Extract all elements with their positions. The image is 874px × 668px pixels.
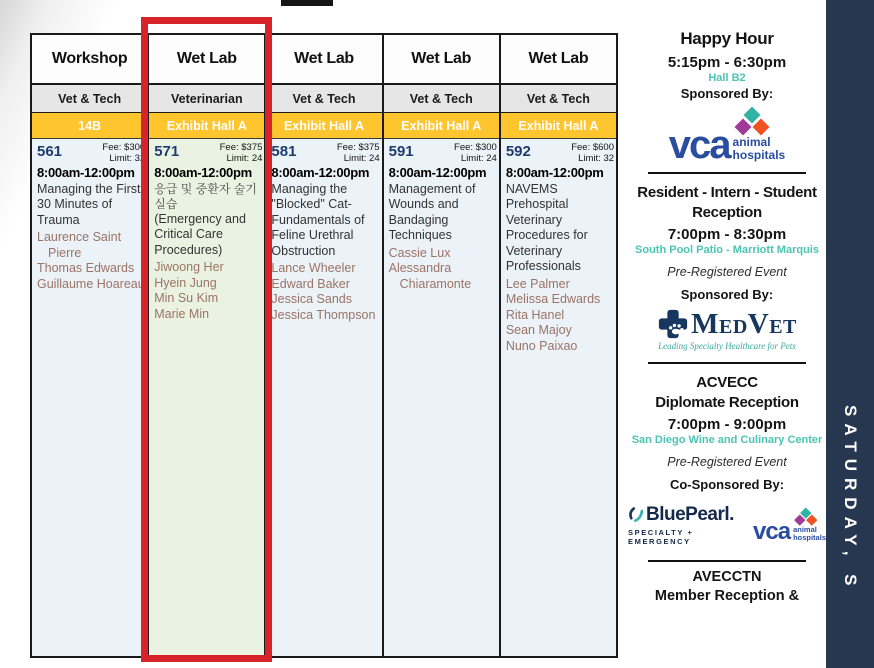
event-time: 7:00pm - 8:30pm xyxy=(667,226,787,244)
vca-sub-line2: hospitals xyxy=(793,532,826,542)
speaker-name: Rita Hanel xyxy=(505,307,565,322)
speaker-name: Laurence Saint Pierre xyxy=(37,230,122,260)
vca-logo-small xyxy=(753,509,826,546)
section-divider xyxy=(648,362,806,364)
speaker-name: Marie Min xyxy=(154,306,210,321)
bluepearl-tagline: SPECIALTY + EMERGENCY xyxy=(628,528,694,547)
vca-diamonds-icon xyxy=(795,509,816,526)
session-fee: Fee: $300 xyxy=(102,142,146,153)
session-number: 571 xyxy=(154,143,180,160)
happy-hour-section xyxy=(628,28,826,168)
session-title: (Emergency and Critical Care Procedures) xyxy=(154,211,246,257)
speaker-name: Jiwoong Her xyxy=(154,260,224,275)
vca-sub-line1: animal xyxy=(732,135,771,150)
medvet-cross-icon xyxy=(657,308,689,340)
column-audience: Veterinarian xyxy=(149,85,264,113)
vca-sub-line2: hospitals xyxy=(732,147,786,162)
session-limit: Limit: 24 xyxy=(226,153,263,165)
session-fee: Fee: $300 xyxy=(454,142,497,153)
session-time: 8:00am-12:00pm xyxy=(505,164,604,180)
column-room: Exhibit Hall A xyxy=(384,113,499,139)
session-time: 8:00am-12:00pm xyxy=(271,164,370,180)
column-room: Exhibit Hall A xyxy=(501,113,616,139)
session-header-row xyxy=(506,142,614,165)
speaker-name: Cassie Lux xyxy=(388,245,451,260)
session-time: 8:00am-12:00pm xyxy=(388,164,487,180)
session-title: Managing the "Blocked" Cat- Fundamentals of Feline Urethral Obstruction xyxy=(271,181,365,258)
speaker-name: Alessandra Chiaramonte xyxy=(388,261,472,291)
event-title-line2: Diplomate Reception xyxy=(655,393,799,411)
speaker-name: Nuno Paixao xyxy=(505,338,578,353)
pre-registered-note: Pre-Registered Event xyxy=(667,455,787,470)
speaker-list xyxy=(271,261,379,323)
session-number: 581 xyxy=(271,143,297,160)
column-type-header: Wet Lab xyxy=(384,35,499,85)
bluepearl-swoosh-icon xyxy=(628,506,646,524)
column-type-header: Wet Lab xyxy=(501,35,616,85)
session-header-row xyxy=(37,142,145,165)
session-limit: Limit: 32 xyxy=(578,153,615,165)
events-sidebar xyxy=(628,28,826,604)
event-title: AVECCTN xyxy=(692,569,762,586)
session-cell xyxy=(266,139,381,656)
speaker-name: Jessica Sands xyxy=(271,292,353,307)
column-room: Exhibit Hall A xyxy=(266,113,381,139)
medvet-tagline: Leading Specialty Healthcare for Pets xyxy=(658,341,796,352)
speaker-name: Melissa Edwards xyxy=(505,292,601,307)
event-title-line1: Resident - Intern - Student xyxy=(637,184,817,202)
event-title-line2: Reception xyxy=(692,203,762,221)
speaker-list xyxy=(389,246,497,293)
day-banner-text: SATURDAY, S xyxy=(841,405,860,593)
session-title: Management of Wounds and Bandaging Techniques xyxy=(388,181,476,243)
session-limit: Limit: 24 xyxy=(343,153,380,165)
session-limit: Limit: 24 xyxy=(460,153,497,165)
vca-mark xyxy=(733,109,786,161)
session-column-wetlab-591 xyxy=(384,35,501,656)
schedule-table xyxy=(30,33,618,658)
avecctn-section xyxy=(628,569,826,604)
acvecc-reception-section xyxy=(628,373,826,546)
speaker-name: Jessica Thompson xyxy=(271,307,376,322)
session-fee: Fee: $375 xyxy=(336,142,380,153)
speaker-name: Edward Baker xyxy=(271,276,350,291)
event-location: South Pool Patio - Marriott Marquis xyxy=(635,244,819,257)
session-cell xyxy=(384,139,499,656)
vca-mark xyxy=(793,509,826,542)
session-cell xyxy=(32,139,147,656)
bluepearl-logo xyxy=(628,504,743,546)
column-audience: Vet & Tech xyxy=(266,85,381,113)
speaker-list xyxy=(506,277,614,355)
speaker-name: Min Su Kim xyxy=(154,291,219,306)
session-fee: Fee: $600 xyxy=(571,142,615,153)
session-fee-limit xyxy=(571,142,614,165)
event-location: San Diego Wine and Culinary Center xyxy=(631,434,823,447)
vca-sub-line1: animal xyxy=(793,524,817,534)
speaker-name: Hyein Jung xyxy=(154,275,217,290)
bluepearl-wordmark: BluePearl. xyxy=(646,504,734,526)
speaker-list xyxy=(37,230,145,292)
event-subtitle-clipped: Member Reception & xyxy=(654,588,800,605)
session-title-korean: 응급 및 중환자 술기 실습 xyxy=(154,181,257,211)
event-title: Happy Hour xyxy=(680,29,774,48)
co-sponsor-label: Co-Sponsored By: xyxy=(669,477,785,493)
session-cell xyxy=(501,139,616,656)
session-header-row xyxy=(271,142,379,165)
section-divider xyxy=(648,172,806,174)
session-number: 561 xyxy=(37,143,63,160)
sponsor-label: Sponsored By: xyxy=(680,86,774,102)
column-audience: Vet & Tech xyxy=(384,85,499,113)
day-banner xyxy=(826,0,874,668)
column-room: Exhibit Hall A xyxy=(149,113,264,139)
session-number: 592 xyxy=(505,143,531,160)
co-sponsor-logos xyxy=(628,504,826,546)
column-room: 14B xyxy=(32,113,147,139)
session-column-wetlab-592 xyxy=(501,35,616,656)
speaker-name: Guillaume Hoareau xyxy=(37,276,145,291)
event-title-line1: ACVECC xyxy=(696,374,758,392)
session-limit: Limit: 32 xyxy=(109,153,146,165)
event-time: 7:00pm - 9:00pm xyxy=(667,416,787,434)
session-fee-limit xyxy=(454,142,497,165)
resident-reception-section xyxy=(628,183,826,351)
session-time: 8:00am-12:00pm xyxy=(154,164,252,180)
pre-registered-note: Pre-Registered Event xyxy=(667,265,787,280)
speaker-name: Lance Wheeler xyxy=(271,261,356,276)
column-type-header: Wet Lab xyxy=(266,35,381,85)
session-fee-limit xyxy=(102,142,145,165)
highlight-rectangle xyxy=(141,17,272,662)
event-location: Hall B2 xyxy=(708,72,746,85)
speaker-name: Sean Majoy xyxy=(505,323,572,338)
medvet-wordmark: MedVet xyxy=(691,307,797,340)
medvet-logo xyxy=(628,308,826,351)
scan-artifact xyxy=(281,0,333,6)
event-time: 5:15pm - 6:30pm xyxy=(667,54,787,72)
session-fee: Fee: $375 xyxy=(219,142,263,153)
speaker-name: Lee Palmer xyxy=(505,276,570,291)
session-column-wetlab-581 xyxy=(266,35,383,656)
session-title: Managing the First 30 Minutes of Trauma xyxy=(37,181,141,227)
column-audience: Vet & Tech xyxy=(501,85,616,113)
vca-diamonds-icon xyxy=(735,109,769,136)
speaker-name: Thomas Edwards xyxy=(37,261,135,276)
column-type-header: Workshop xyxy=(32,35,147,85)
column-type-header: Wet Lab xyxy=(149,35,264,85)
sponsor-label: Sponsored By: xyxy=(680,287,774,303)
column-audience: Vet & Tech xyxy=(32,85,147,113)
vca-wordmark: vca xyxy=(668,123,730,168)
vca-wordmark: vca xyxy=(753,518,791,546)
section-divider xyxy=(648,560,806,562)
session-title: NAVEMS Prehospital Veterinary Procedures for Veterinary Professionals xyxy=(505,181,588,274)
vca-logo xyxy=(628,109,826,168)
session-number: 591 xyxy=(388,143,414,160)
session-column-workshop xyxy=(32,35,149,656)
session-fee-limit xyxy=(337,142,380,165)
session-header-row xyxy=(389,142,497,165)
session-time: 8:00am-12:00pm xyxy=(37,164,135,180)
